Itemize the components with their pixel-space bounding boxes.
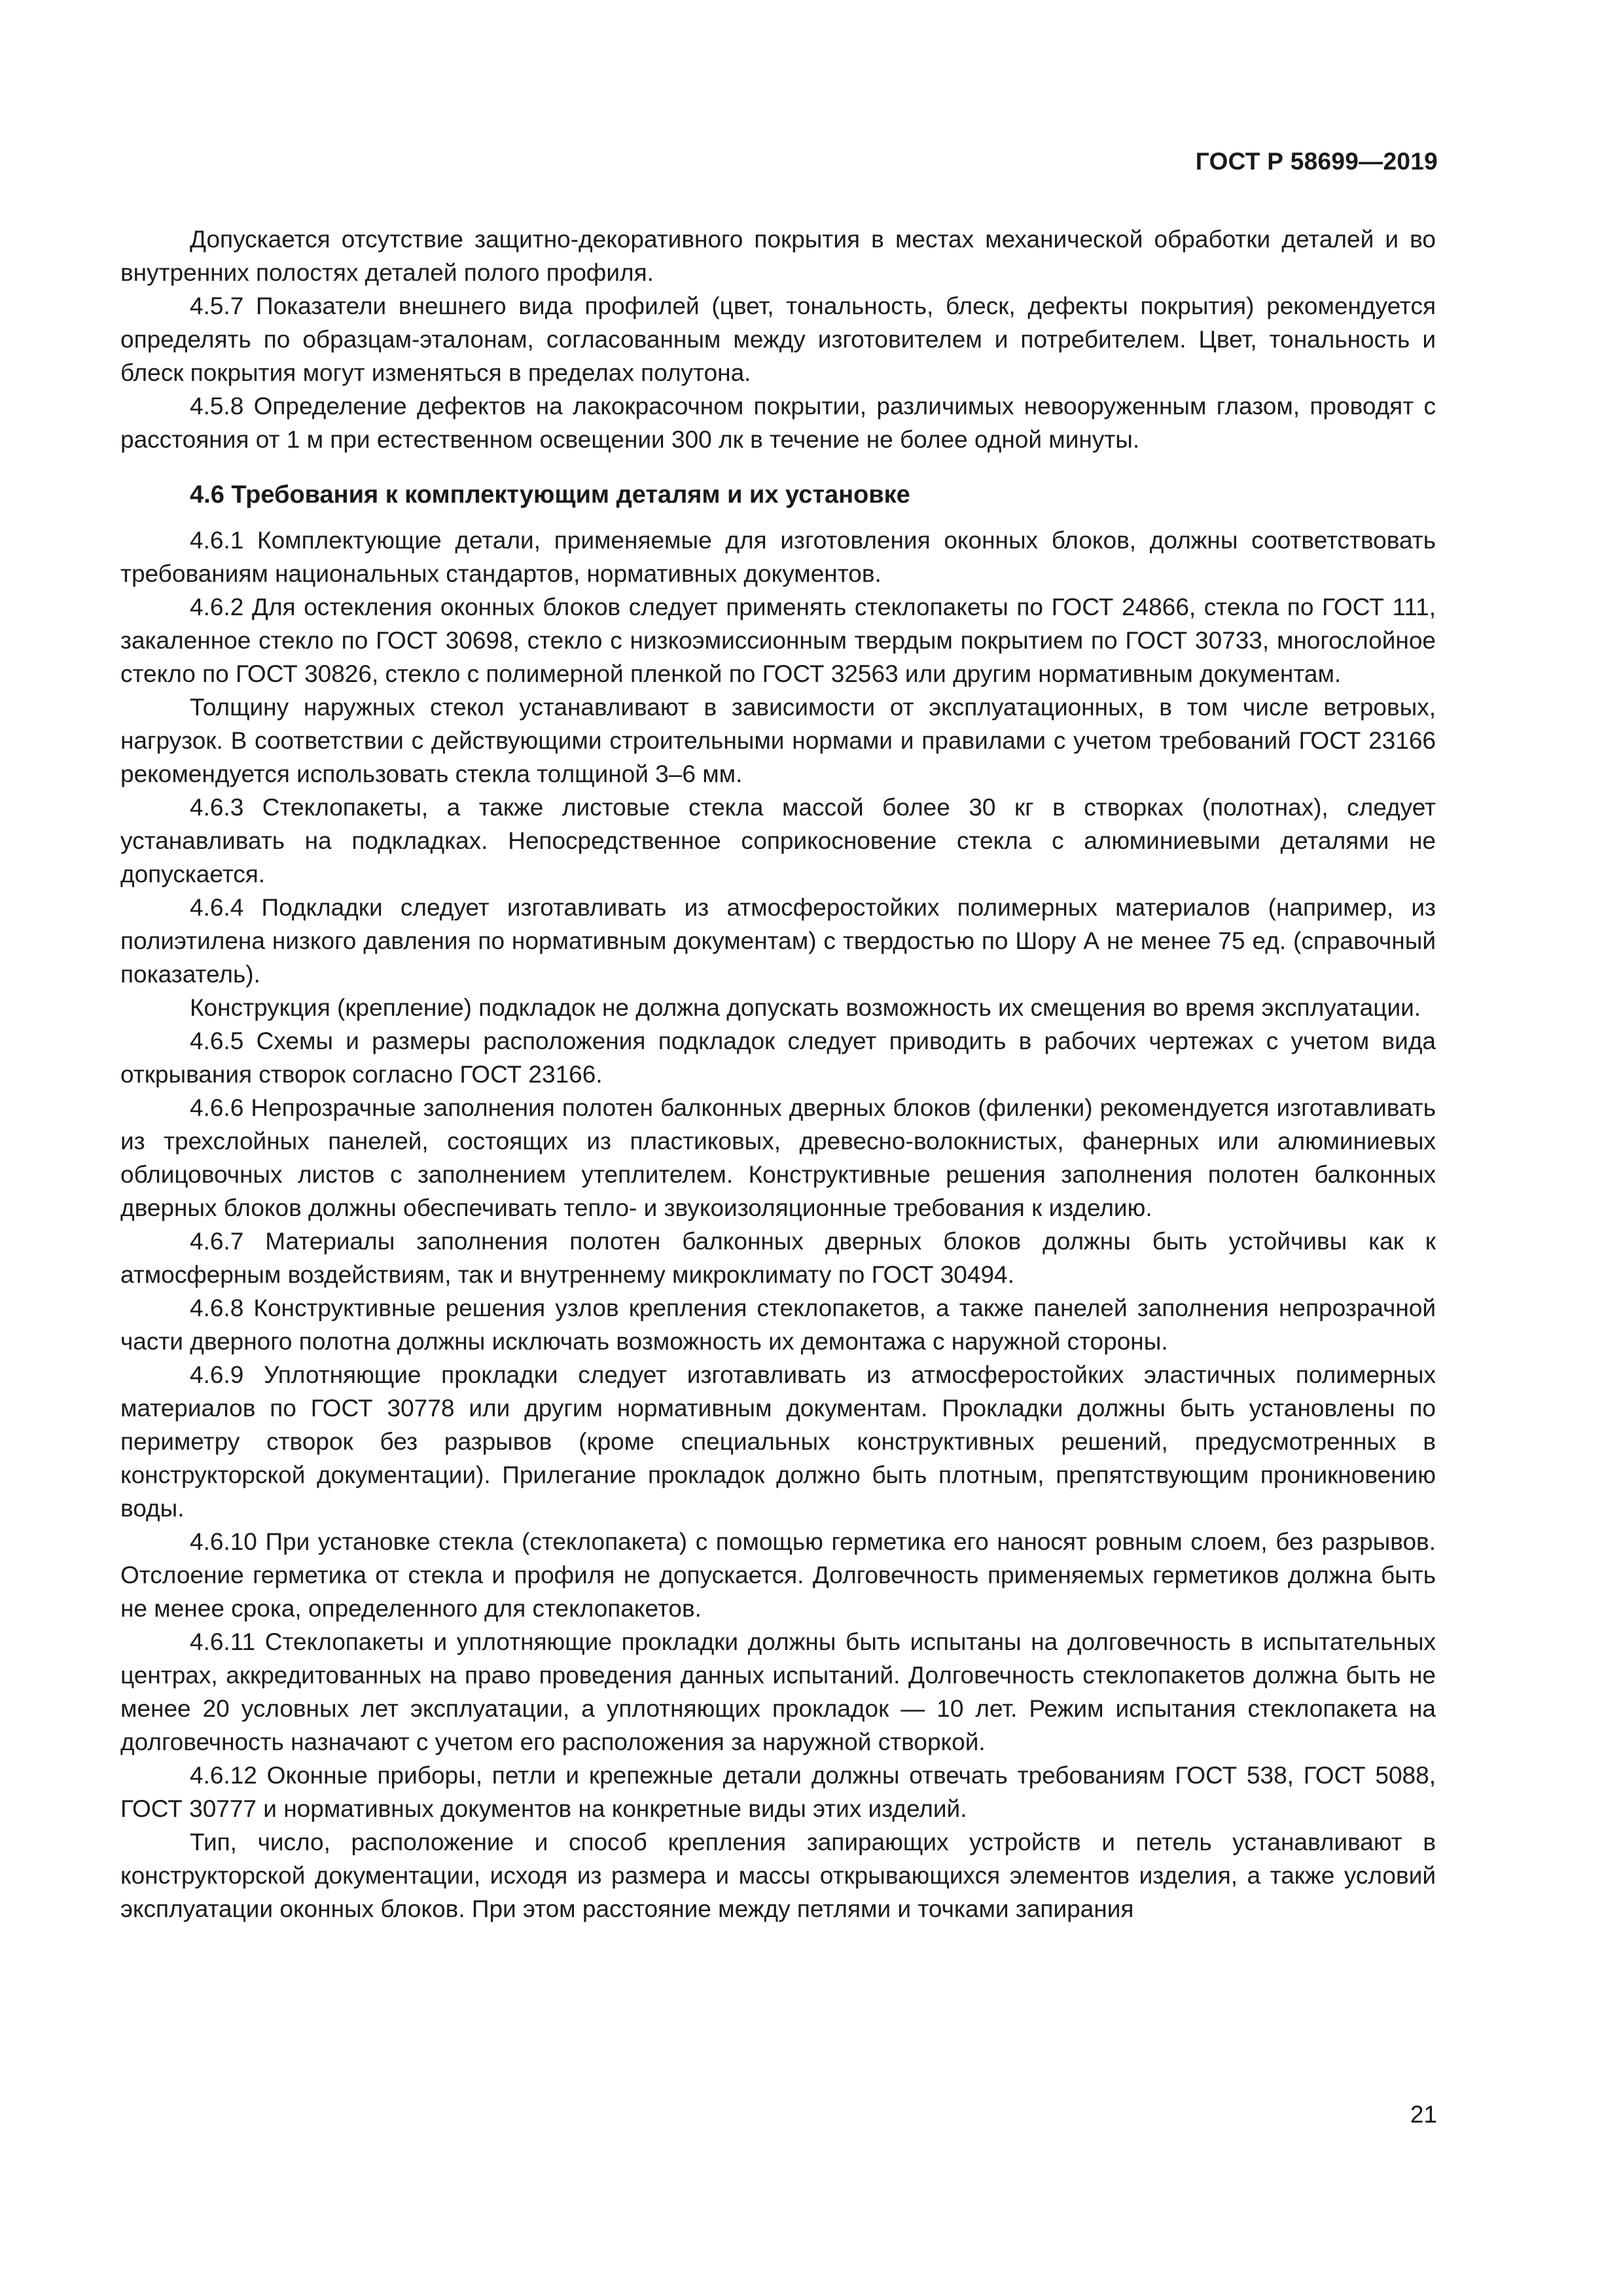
paragraph-4-6-12: 4.6.12 Оконные приборы, петли и крепежные детали должны отвечать требованиям ГОСТ 538, ГОСТ 5088, ГОСТ 30777 и нормативных документов на конкретные виды этих изделий. bbox=[120, 1762, 1436, 1822]
paragraph-4-6-10: 4.6.10 При установке стекла (стеклопакета) с помощью герметика его наносят ровным слоем, без разрывов. Отслоение герметика от стекла и профиля не допускается. Долговечность применяемых герметиков должна быть не менее срока, определенного для стеклопакетов. bbox=[120, 1528, 1436, 1622]
paragraph-4-5-8: 4.5.8 Определение дефектов на лакокрасочном покрытии, различимых невооруженным глазом, проводят с расстояния от 1 м при естественном освещении 300 лк в течение не более одной минуты. bbox=[120, 393, 1436, 453]
paragraph-4-6-2: 4.6.2 Для остекления оконных блоков следует применять стеклопакеты по ГОСТ 24866, стекла по ГОСТ 111, закаленное стекло по ГОСТ 30698, стекло с низкоэмиссионным твердым покрытием по ГОСТ 30733, многослойное стекло по ГОСТ 30826, стекло с полимерной пленкой по ГОСТ 32563 или другим нормативным документам. bbox=[120, 594, 1436, 687]
paragraph: Толщину наружных стекол устанавливают в зависимости от эксплуатационных, в том числе ветровых, нагрузок. В соответствии с действующими строительными нормами и правилами с учетом требований ГОСТ 23166 рекомендуется использовать стекла толщиной 3–6 мм. bbox=[120, 694, 1436, 787]
paragraph-4-6-9: 4.6.9 Уплотняющие прокладки следует изготавливать из атмосферостойких эластичных полимерных материалов по ГОСТ 30778 или другим нормативным документам. Прокладки должны быть установлены по периметру створок без разрывов (кроме специальных конструктивных решений, предусмотренных в конструкторской документации). Прилегание прокладок должно быть плотным, препятствующим проникновению воды. bbox=[120, 1361, 1436, 1522]
document-body bbox=[120, 223, 1436, 1926]
paragraph-4-6-3: 4.6.3 Стеклопакеты, а также листовые стекла массой более 30 кг в створках (полотнах), следует устанавливать на подкладках. Непосредственное соприкосновение стекла с алюминиевыми деталями не допускается. bbox=[120, 794, 1436, 888]
page-number: 21 bbox=[1410, 2101, 1437, 2128]
paragraph-4-5-7: 4.5.7 Показатели внешнего вида профилей (цвет, тональность, блеск, дефекты покрытия) рекомендуется определять по образцам-эталонам, согласованным между изготовителем и потребителем. Цвет, тональность и блеск покрытия могут изменяться в пределах полутона. bbox=[120, 293, 1436, 386]
paragraph-4-6-6: 4.6.6 Непрозрачные заполнения полотен балконных дверных блоков (филенки) рекомендуется изготавливать из трехслойных панелей, состоящих из пластиковых, древесно-волокнистых, фанерных или алюминиевых облицовочных листов с заполнением утеплителем. Конструктивные решения заполнения полотен балконных дверных блоков должны обеспечивать тепло- и звукоизоляционные требования к изделию. bbox=[120, 1094, 1436, 1221]
paragraph: Допускается отсутствие защитно-декоративного покрытия в местах механической обработки деталей и во внутренних полостях деталей полого профиля. bbox=[120, 226, 1436, 286]
paragraph: Тип, число, расположение и способ крепления запирающих устройств и петель устанавливают в конструкторской документации, исходя из размера и массы открывающихся элементов изделия, а также условий эксплуатации оконных блоков. При этом расстояние между петлями и точками запирания bbox=[120, 1829, 1436, 1922]
paragraph-4-6-4: 4.6.4 Подкладки следует изготавливать из атмосферостойких полимерных материалов (например, из полиэтилена низкого давления по нормативным документам) с твердостью по Шору А не менее 75 ед. (справочный показатель). bbox=[120, 894, 1436, 988]
paragraph-4-6-5: 4.6.5 Схемы и размеры расположения подкладок следует приводить в рабочих чертежах с учетом вида открывания створок согласно ГОСТ 23166. bbox=[120, 1028, 1436, 1088]
paragraph: Конструкция (крепление) подкладок не должна допускать возможность их смещения во время эксплуатации. bbox=[190, 994, 1421, 1021]
paragraph-4-6-8: 4.6.8 Конструктивные решения узлов крепления стеклопакетов, а также панелей заполнения непрозрачной части дверного полотна должны исключать возможность их демонтажа с наружной стороны. bbox=[120, 1295, 1436, 1355]
paragraph-4-6-1: 4.6.1 Комплектующие детали, применяемые для изготовления оконных блоков, должны соответствовать требованиям национальных стандартов, нормативных документов. bbox=[120, 527, 1436, 587]
section-heading-4-6: 4.6 Требования к комплектующим деталям и их установке bbox=[190, 481, 910, 509]
document-header-standard-id: ГОСТ Р 58699—2019 bbox=[1195, 148, 1438, 175]
paragraph-4-6-7: 4.6.7 Материалы заполнения полотен балконных дверных блоков должны быть устойчивы как к атмосферным воздействиям, так и внутреннему микроклимату по ГОСТ 30494. bbox=[120, 1228, 1436, 1288]
paragraph-4-6-11: 4.6.11 Стеклопакеты и уплотняющие прокладки должны быть испытаны на долговечность в испытательных центрах, аккредитованных на право проведения данных испытаний. Долговечность стеклопакетов должна быть не менее 20 условных лет эксплуатации, а уплотняющих прокладок — 10 лет. Режим испытания стеклопакета на долговечность назначают с учетом его расположения за наружной створкой. bbox=[120, 1628, 1436, 1755]
